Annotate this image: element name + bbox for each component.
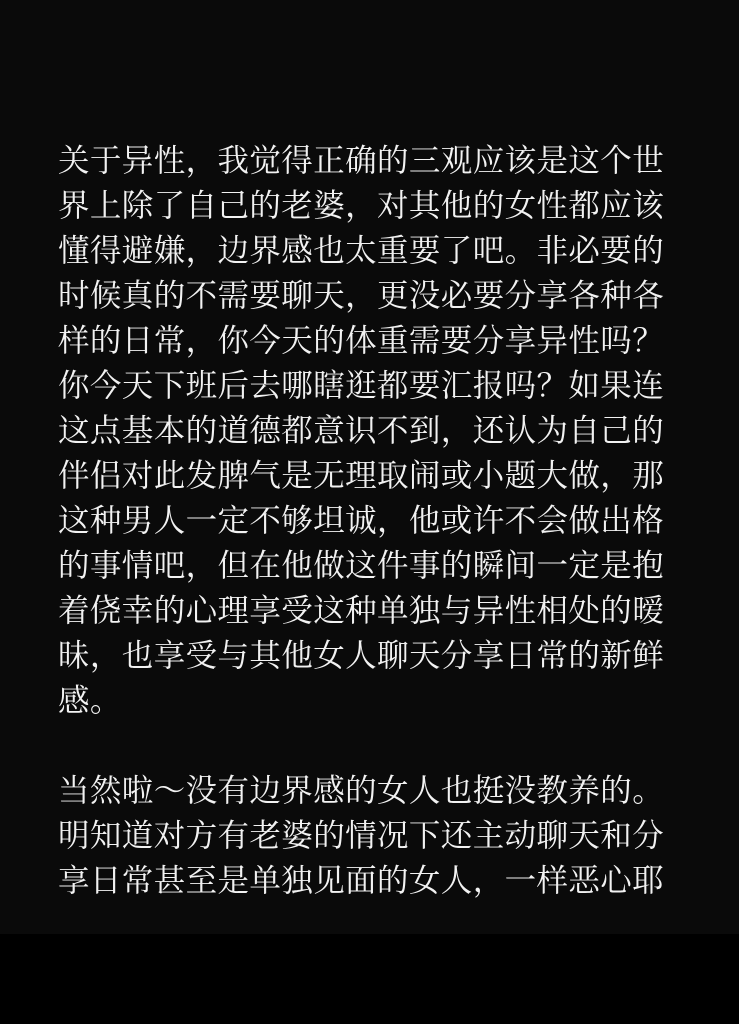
- card-text-block: [58, 138, 681, 903]
- paragraph-1: 关于异性，我觉得正确的三观应该是这个世界上除了自己的老婆，对其他的女性都应该懂得避嫌，边界感也太重要了吧。非必要的时候真的不需要聊天，更没必要分享各种各样的日常，你今天的体重需要分享异性吗？你今天下班后去哪瞎逛都要汇报吗？如果连这点基本的道德都意识不到，还认为自己的伴侣对此发脾气是无理取闹或小题大做，那这种男人一定不够坦诚，他或许不会做出格的事情吧，但在他做这件事的瞬间一定是抱着侥幸的心理享受这种单独与异性相处的暧昧，也享受与其他女人聊天分享日常的新鲜感。: [58, 142, 665, 718]
- bottom-mask: [0, 934, 739, 1024]
- paragraph-2: 当然啦～没有边界感的女人也挺没教养的。明知道对方有老婆的情况下还主动聊天和分享日常甚至是单独见面的女人，一样恶心耶: [58, 772, 665, 898]
